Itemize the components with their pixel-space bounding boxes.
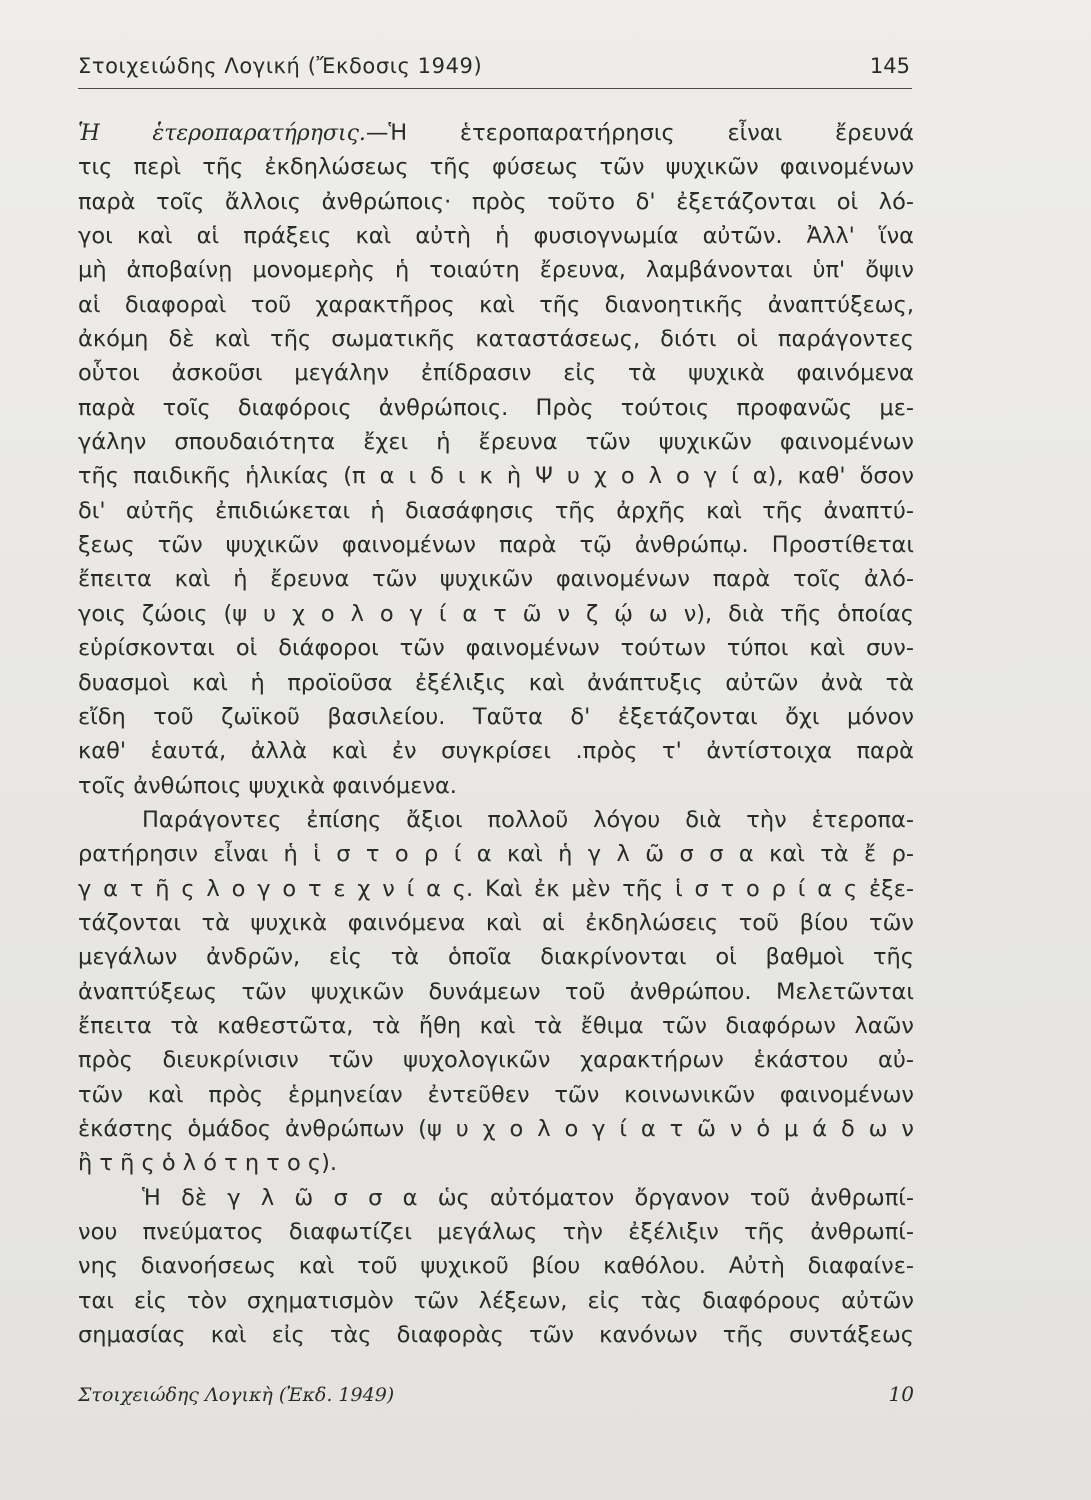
text-line: ἑκάστης ὁμάδος ἀνθρώπων (ψ υ χ ο λ ο γ ί α τ ῶ ν ὁ μ ά δ ω ν: [78, 1115, 914, 1142]
text-line: οὗτοι ἀσκοῦσι μεγάλην ἐπίδρασιν εἰς τὰ ψυχικὰ φαινόμενα: [78, 360, 914, 387]
text-line: τοῖς ἀνθώποις ψυχικὰ φαινόμενα.: [78, 772, 457, 799]
text-line: τῆς παιδικῆς ἡλικίας (π α ι δ ι κ ὴ Ψ υ χ ο λ ο γ ί α), καθ' ὅσον: [78, 463, 914, 490]
footer: [78, 1378, 914, 1418]
text-line: ξεως τῶν ψυχικῶν φαινομένων παρὰ τῷ ἀνθρώπῳ. Προστίθεται: [78, 532, 914, 559]
text-line: σημασίας καὶ εἰς τὰς διαφορὰς τῶν κανόνων τῆς συντάξεως: [78, 1322, 914, 1349]
section-heading: Ἡ ἑτεροπαρατήρησις.: [78, 121, 366, 146]
text-line: Ἡ ἑτεροπαρατήρησις.—Ἡ ἑτεροπαρατήρησις εἶναι ἔρευνά: [78, 120, 915, 146]
text-line: γ α τ ῆ ς λ ο γ ο τ ε χ ν ί α ς. Καὶ ἐκ μὲν τῆς ἱ σ τ ο ρ ί α ς ἐξε-: [78, 875, 914, 902]
running-header: [78, 48, 912, 89]
signature-number: 10: [888, 1382, 914, 1406]
text-line: μὴ ἀποβαίνῃ μονομερὴς ἡ τοιαύτη ἔρευνα, λαμβάνονται ὑπ' ὄψιν: [78, 257, 914, 284]
text-line: ται εἰς τὸν σχηματισμὸν τῶν λέξεων, εἰς τὰς διαφόρους αὐτῶν: [78, 1287, 914, 1314]
text-line: εἴδη τοῦ ζωϊκοῦ βασιλείου. Ταῦτα δ' ἐξετάζονται ὄχι μόνον: [78, 703, 914, 730]
footer-title: Στοιχειώδης Λογικὴ (Ἐκδ. 1949): [78, 1384, 395, 1406]
text-line: γοις ζώοις (ψ υ χ ο λ ο γ ί α τ ῶ ν ζ ῴ ω ν), διὰ τῆς ὁποίας: [78, 600, 914, 627]
text-line: τῶν καὶ πρὸς ἑρμηνείαν ἐντεῦθεν τῶν κοινωνικῶν φαινομένων: [78, 1081, 914, 1108]
body-text: [78, 116, 914, 1352]
text-line: Ἡ δὲ γ λ ῶ σ σ α ὡς αὐτόματον ὄργανον τοῦ ἀνθρωπί-: [142, 1184, 914, 1211]
text-line: εὑρίσκονται οἱ διάφοροι τῶν φαινομένων τούτων τύποι καὶ συν-: [78, 635, 914, 662]
text-line: γάλην σπουδαιότητα ἔχει ἡ ἔρευνα τῶν ψυχικῶν φαινομένων: [78, 429, 914, 456]
text-line: ἔπειτα καὶ ἡ ἔρευνα τῶν ψυχικῶν φαινομένων παρὰ τοῖς ἀλό-: [78, 566, 914, 593]
text-line: νου πνεύματος διαφωτίζει μεγάλως τὴν ἐξέλιξιν τῆς ἀνθρωπί-: [78, 1219, 914, 1245]
text-line: τάζονται τὰ ψυχικὰ φαινόμενα καὶ αἱ ἐκδηλώσεις τοῦ βίου τῶν: [78, 909, 914, 936]
text-line: τις περὶ τῆς ἐκδηλώσεως τῆς φύσεως τῶν ψυχικῶν φαινομένων: [78, 154, 914, 181]
text-line: παρὰ τοῖς διαφόροις ἀνθρώποις. Πρὸς τούτοις προφανῶς με-: [78, 394, 914, 421]
text-line: ἢ τ ῆ ς ὁ λ ό τ η τ ο ς).: [78, 1150, 338, 1177]
text-line: μεγάλων ἀνδρῶν, εἰς τὰ ὁποῖα διακρίνονται οἱ βαθμοὶ τῆς: [78, 944, 914, 971]
text-line: γοι καὶ αἱ πράξεις καὶ αὐτὴ ἡ φυσιογνωμία αὐτῶν. Ἀλλ' ἵνα: [78, 223, 914, 250]
text-line: ἀναπτύξεως τῶν ψυχικῶν δυνάμεων τοῦ ἀνθρώπου. Μελετῶνται: [78, 978, 914, 1005]
text-line: πρὸς διευκρίνισιν τῶν ψυχολογικῶν χαρακτήρων ἑκάστου αὐ-: [78, 1047, 914, 1074]
page-number: 145: [869, 54, 910, 78]
text-line: ρατήρησιν εἶναι ἡ ἱ σ τ ο ρ ί α καὶ ἡ γ λ ῶ σ σ α καὶ τὰ ἔ ρ-: [78, 841, 914, 868]
text-line: δυασμοὶ καὶ ἡ προϊοῦσα ἐξέλιξις καὶ ἀνάπτυξις αὐτῶν ἀνὰ τὰ: [78, 669, 914, 696]
text-line: νης διανοήσεως καὶ τοῦ ψυχικοῦ βίου καθόλου. Αὐτὴ διαφαίνε-: [78, 1253, 914, 1280]
text-line: αἱ διαφοραὶ τοῦ χαρακτῆρος καὶ τῆς διανοητικῆς ἀναπτύξεως,: [78, 291, 914, 318]
text-line: ἀκόμη δὲ καὶ τῆς σωματικῆς καταστάσεως, διότι οἱ παράγοντες: [78, 326, 914, 353]
text-line: δι' αὐτῆς ἐπιδιώκεται ἡ διασάφησις τῆς ἀρχῆς καὶ τῆς ἀναπτύ-: [78, 497, 914, 524]
text-line: ἔπειτα τὰ καθεστῶτα, τὰ ἤθη καὶ τὰ ἔθιμα τῶν διαφόρων λαῶν: [78, 1012, 914, 1039]
header-title: Στοιχειώδης Λογική (Ἔκδοσις 1949): [78, 54, 483, 78]
text-line: καθ' ἑαυτά, ἀλλὰ καὶ ἐν συγκρίσει .πρὸς τ' ἀντίστοιχα παρὰ: [78, 738, 914, 765]
text-line: Παράγοντες ἐπίσης ἄξιοι πολλοῦ λόγου διὰ τὴν ἑτεροπα-: [142, 806, 914, 833]
text-line: παρὰ τοῖς ἄλλοις ἀνθρώποις· πρὸς τοῦτο δ' ἐξετάζονται οἱ λό-: [78, 188, 914, 215]
